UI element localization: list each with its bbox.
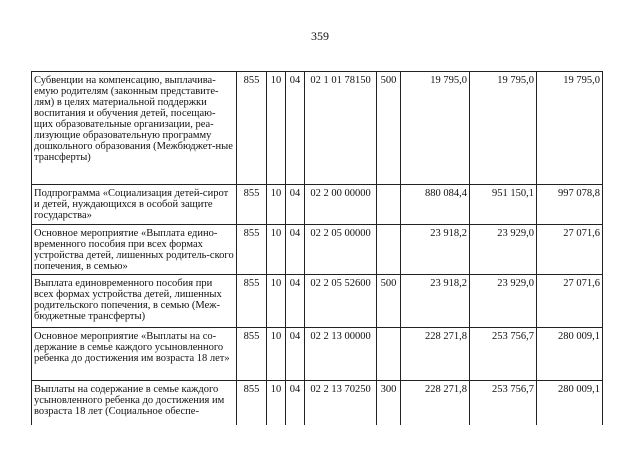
ministry-code: 855 [237, 381, 267, 425]
table-row [32, 275, 603, 328]
subsection-code: 04 [286, 185, 305, 225]
expense-type-code: 500 [377, 72, 401, 185]
year3-amount: 27 071,6 [537, 275, 603, 328]
row-name: Подпрограмма «Социализация детей-сирот и детей, нуждающихся в особой защите государства» [32, 185, 237, 225]
year2-amount: 253 756,7 [470, 328, 537, 381]
year2-amount: 23 929,0 [470, 275, 537, 328]
year2-amount: 23 929,0 [470, 225, 537, 275]
table-row [32, 185, 603, 225]
section-code: 10 [267, 72, 286, 185]
ministry-code: 855 [237, 185, 267, 225]
expense-type-code: 300 [377, 381, 401, 425]
subsection-code: 04 [286, 72, 305, 185]
row-name: Основное мероприятие «Выплаты на со-держание в семье каждого усыновленного ребенка до достижения им возраста 18 лет» [32, 328, 237, 381]
year1-amount: 228 271,8 [401, 328, 470, 381]
year3-amount: 19 795,0 [537, 72, 603, 185]
year2-amount: 19 795,0 [470, 72, 537, 185]
ministry-code: 855 [237, 72, 267, 185]
target-code: 02 1 01 78150 [305, 72, 377, 185]
year1-amount: 228 271,8 [401, 381, 470, 425]
row-name: Основное мероприятие «Выплата едино-временного пособия при всех формах устройства детей, лишенных родитель-ского попечения, в семью» [32, 225, 237, 275]
section-code: 10 [267, 225, 286, 275]
year1-amount: 19 795,0 [401, 72, 470, 185]
expense-type-code: 500 [377, 275, 401, 328]
year2-amount: 253 756,7 [470, 381, 537, 425]
year3-amount: 997 078,8 [537, 185, 603, 225]
subsection-code: 04 [286, 275, 305, 328]
target-code: 02 2 00 00000 [305, 185, 377, 225]
row-name: Субвенции на компенсацию, выплачива-емую родителям (законным представите-лям) в целях материальной поддержки воспитания и обучения детей, посещаю-щих образовательные организации, реа-лизующие образовательную программу дошкольного образования (Межбюджет-ные трансферты) [32, 72, 237, 185]
section-code: 10 [267, 185, 286, 225]
table-row [32, 381, 603, 425]
subsection-code: 04 [286, 381, 305, 425]
table-row [32, 225, 603, 275]
year1-amount: 880 084,4 [401, 185, 470, 225]
year3-amount: 280 009,1 [537, 381, 603, 425]
section-code: 10 [267, 381, 286, 425]
row-name: Выплаты на содержание в семье каждого усыновленного ребенка до достижения им возраста 18 лет (Социальное обеспе- [32, 381, 237, 425]
section-code: 10 [267, 328, 286, 381]
page-number: 359 [311, 29, 329, 43]
year3-amount: 27 071,6 [537, 225, 603, 275]
subsection-code: 04 [286, 328, 305, 381]
expense-type-code [377, 225, 401, 275]
target-code: 02 2 13 00000 [305, 328, 377, 381]
ministry-code: 855 [237, 225, 267, 275]
year3-amount: 280 009,1 [537, 328, 603, 381]
target-code: 02 2 05 00000 [305, 225, 377, 275]
subsection-code: 04 [286, 225, 305, 275]
expense-type-code [377, 328, 401, 381]
year1-amount: 23 918,2 [401, 275, 470, 328]
expense-type-code [377, 185, 401, 225]
budget-table [31, 71, 603, 425]
ministry-code: 855 [237, 328, 267, 381]
section-code: 10 [267, 275, 286, 328]
year2-amount: 951 150,1 [470, 185, 537, 225]
table-row [32, 328, 603, 381]
target-code: 02 2 13 70250 [305, 381, 377, 425]
row-name: Выплата единовременного пособия при всех формах устройства детей, лишенных родительского попечения, в семью (Меж-бюджетные трансферты) [32, 275, 237, 328]
target-code: 02 2 05 52600 [305, 275, 377, 328]
table-row [32, 72, 603, 185]
ministry-code: 855 [237, 275, 267, 328]
year1-amount: 23 918,2 [401, 225, 470, 275]
